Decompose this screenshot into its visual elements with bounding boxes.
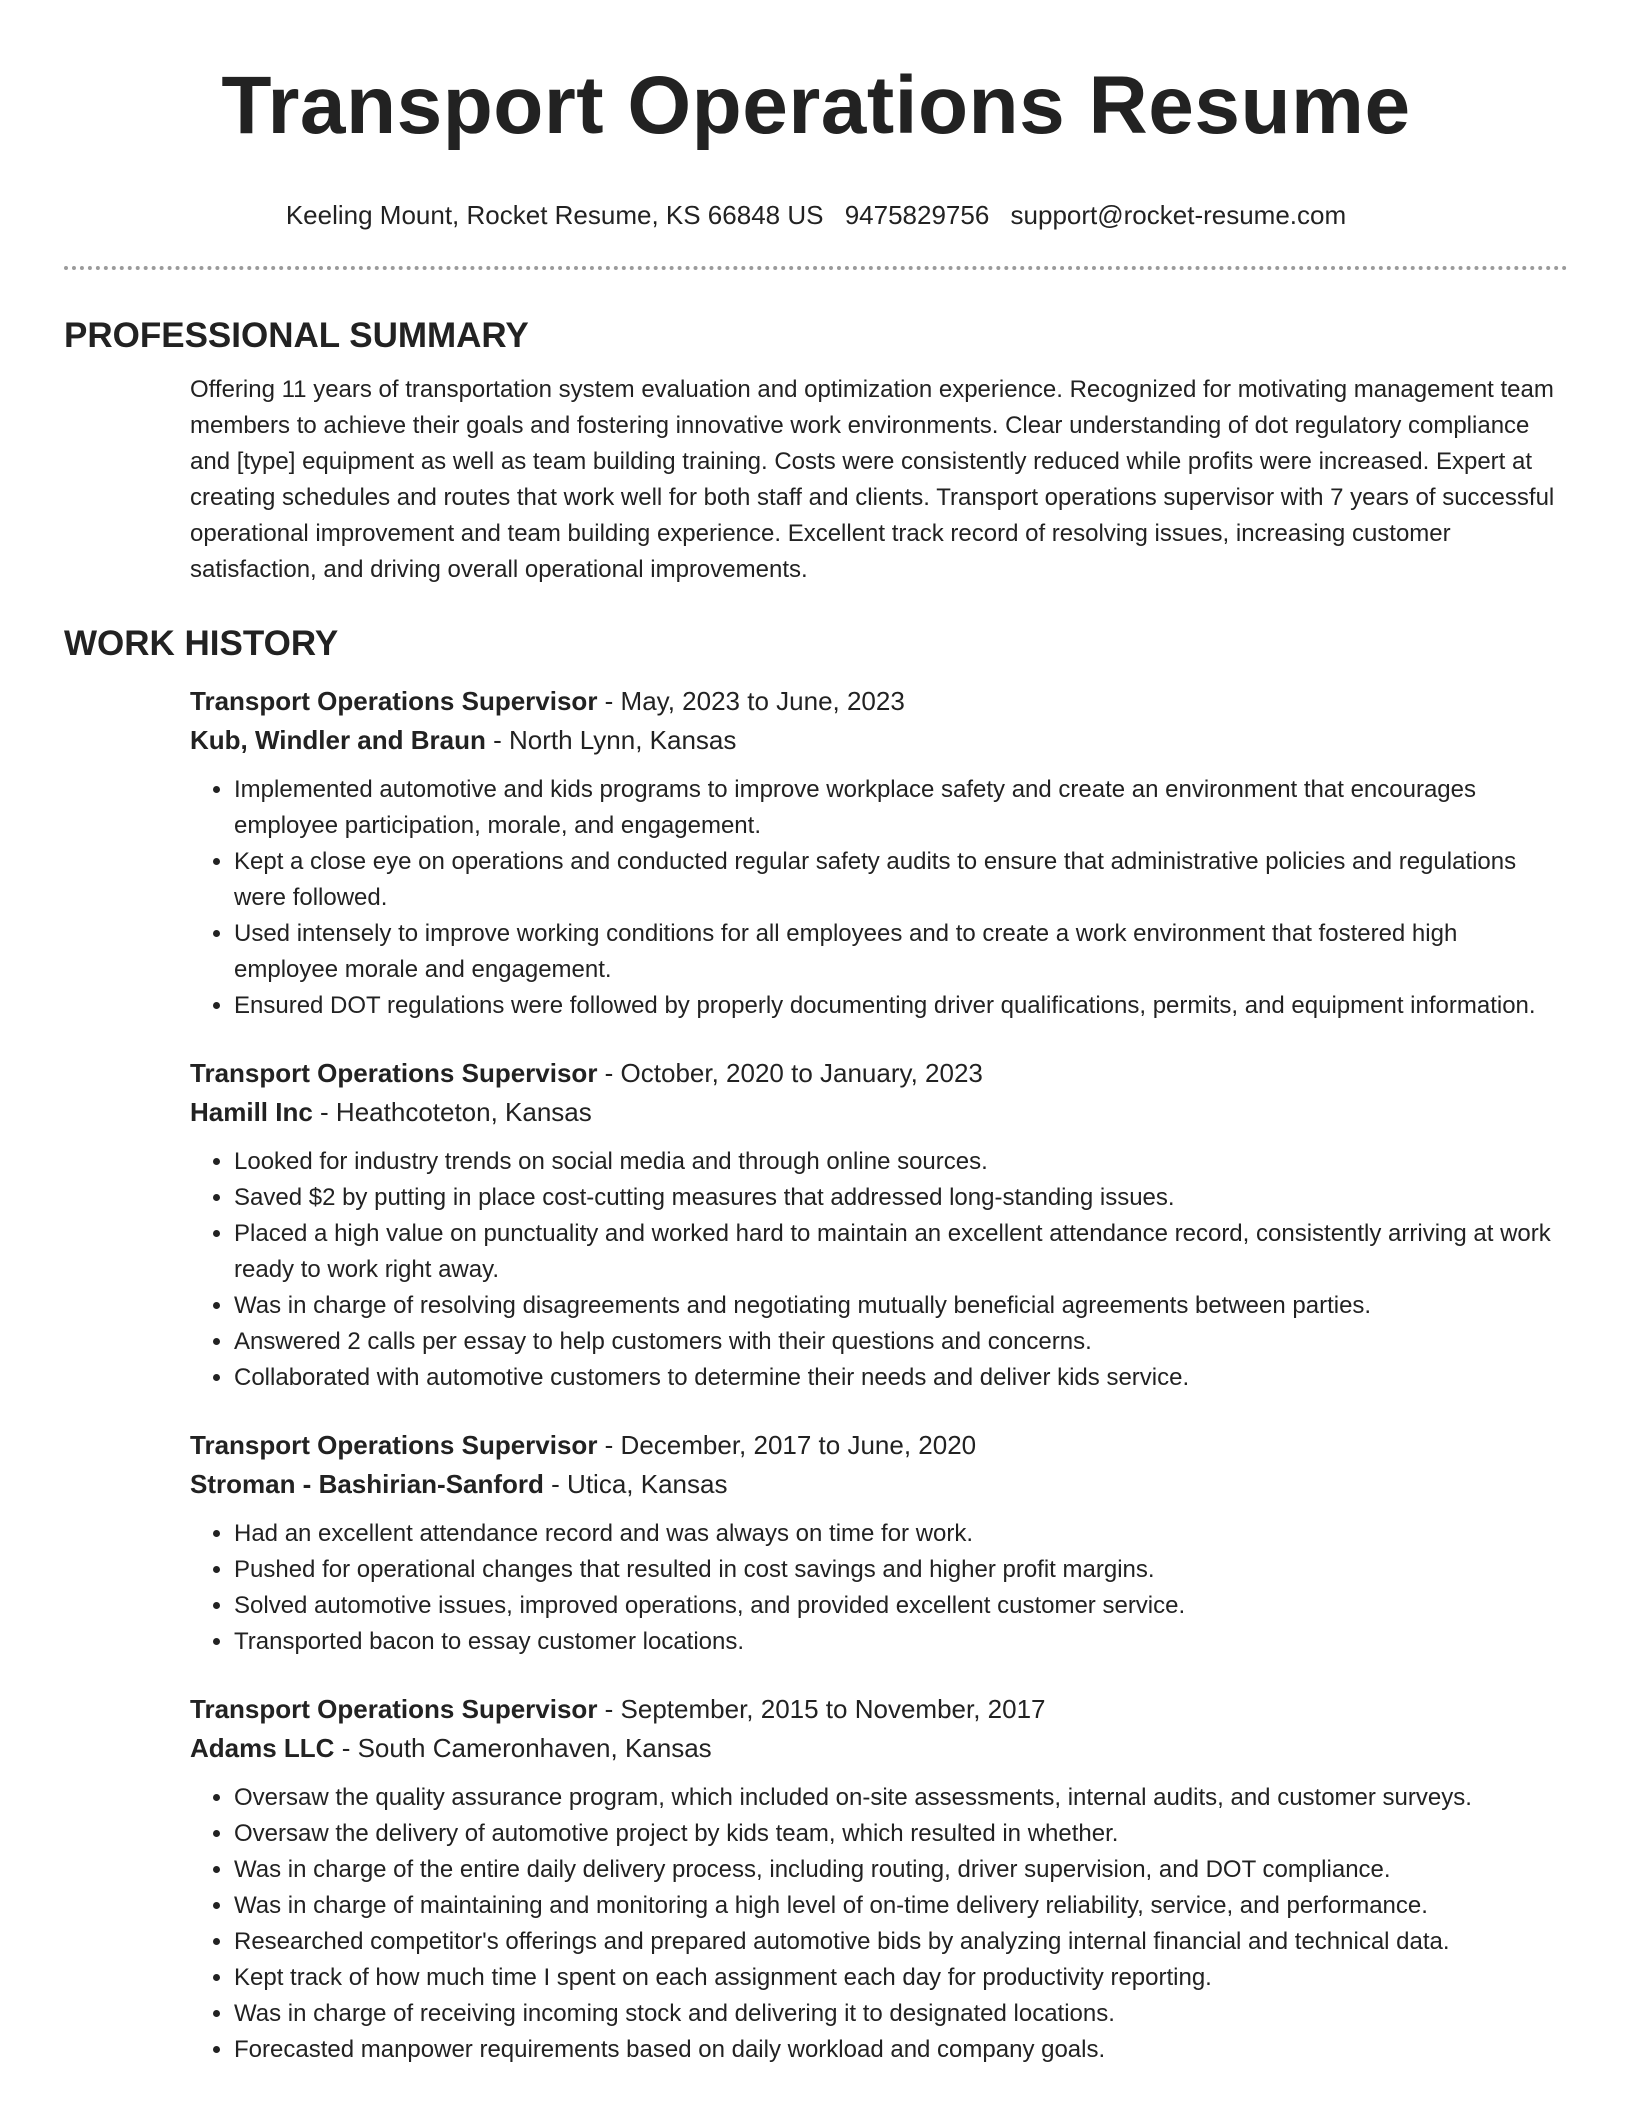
summary-text: Offering 11 years of transportation system evaluation and optimization experience. Recognized for motivating management team members to achieve their goals and fostering innovative work environments. Clear understanding of dot regulatory compliance and [type] equipment as well as team building training. Costs were consistently reduced while profits were increased. Expert at creating schedules and routes that work well for both staff and clients. Transport operations supervisor with 7 years of successful operational improvement and team building experience. Excellent track record of resolving issues, increasing customer satisfaction, and driving overall operational improvements. <box>190 376 1555 583</box>
duty-item: • Forecasted manpower requirements based on daily workload and company goals. <box>234 2032 1568 2068</box>
job-entry <box>190 1690 1568 2068</box>
duty-item: • Pushed for operational changes that resulted in cost savings and higher profit margins. <box>234 1552 1568 1588</box>
job-title-line <box>190 1690 1568 1729</box>
job-title: Transport Operations Supervisor <box>190 686 598 716</box>
work-heading: WORK HISTORY <box>64 624 339 663</box>
duty-item: • Transported bacon to essay customer locations. <box>234 1624 1568 1660</box>
job-company-line <box>190 1729 1568 1768</box>
summary-heading: PROFESSIONAL SUMMARY <box>64 316 529 355</box>
contact-address: Keeling Mount, Rocket Resume, KS 66848 US <box>285 200 824 230</box>
resume-title: Transport Operations Resume <box>221 60 1411 151</box>
duty-item: • Was in charge of receiving incoming stock and delivering it to designated locations. <box>234 1996 1568 2032</box>
duty-item: • Collaborated with automotive customers to determine their needs and deliver kids service. <box>234 1360 1568 1396</box>
job-title-line <box>190 682 1568 721</box>
job-location: - North Lynn, Kansas <box>485 725 737 755</box>
job-dates: - September, 2015 to November, 2017 <box>597 1694 1046 1724</box>
job-duties <box>190 1144 1568 1396</box>
duty-item: • Answered 2 calls per essay to help customers with their questions and concerns. <box>234 1324 1568 1360</box>
duty-item: • Oversaw the quality assurance program, which included on-site assessments, internal audits, and customer surveys. <box>234 1780 1568 1816</box>
contact-email: support@rocket-resume.com <box>1010 200 1347 230</box>
job-title: Transport Operations Supervisor <box>190 1058 598 1088</box>
duty-item: • Had an excellent attendance record and was always on time for work. <box>234 1516 1568 1552</box>
job-title: Transport Operations Supervisor <box>190 1694 598 1724</box>
job-company-line <box>190 1093 1568 1132</box>
job-company: Stroman - Bashirian-Sanford <box>190 1469 544 1499</box>
duty-item: • Kept track of how much time I spent on each assignment each day for productivity reporting. <box>234 1960 1568 1996</box>
header-divider <box>64 266 1568 270</box>
summary-body <box>190 372 1568 588</box>
duty-item: • Was in charge of maintaining and monitoring a high level of on-time delivery reliability, service, and performance. <box>234 1888 1568 1924</box>
duty-item: • Was in charge of the entire daily delivery process, including routing, driver supervision, and DOT compliance. <box>234 1852 1568 1888</box>
job-title-line <box>190 1054 1568 1093</box>
job-company-line <box>190 1465 1568 1504</box>
duty-item: • Was in charge of resolving disagreements and negotiating mutually beneficial agreements between parties. <box>234 1288 1568 1324</box>
job-location: - Utica, Kansas <box>543 1469 728 1499</box>
job-company: Hamill Inc <box>190 1097 313 1127</box>
summary-section <box>64 314 1568 588</box>
work-section <box>64 622 1568 2068</box>
job-location: - South Cameronhaven, Kansas <box>334 1733 712 1763</box>
job-entry <box>190 1054 1568 1396</box>
job-duties <box>190 1516 1568 1660</box>
contact-line <box>64 198 1568 232</box>
job-entry <box>190 1426 1568 1660</box>
duty-item: • Oversaw the delivery of automotive project by kids team, which resulted in whether. <box>234 1816 1568 1852</box>
job-company-line <box>190 721 1568 760</box>
job-location: - Heathcoteton, Kansas <box>312 1097 592 1127</box>
resume-page <box>64 0 1568 2068</box>
work-body <box>190 682 1568 2068</box>
duty-item: • Ensured DOT regulations were followed by properly documenting driver qualifications, permits, and equipment information. <box>234 988 1568 1024</box>
job-dates: - October, 2020 to January, 2023 <box>597 1058 983 1088</box>
job-company: Adams LLC <box>190 1733 335 1763</box>
job-dates: - May, 2023 to June, 2023 <box>597 686 905 716</box>
duty-item: • Kept a close eye on operations and conducted regular safety audits to ensure that administrative policies and regulations were followed. <box>234 844 1568 916</box>
duty-item: • Researched competitor's offerings and prepared automotive bids by analyzing internal financial and technical data. <box>234 1924 1568 1960</box>
contact-phone: 9475829756 <box>844 200 990 230</box>
job-entry <box>190 682 1568 1024</box>
job-duties <box>190 1780 1568 2068</box>
duty-item: • Used intensely to improve working conditions for all employees and to create a work environment that fostered high employee morale and engagement. <box>234 916 1568 988</box>
duty-item: • Placed a high value on punctuality and worked hard to maintain an excellent attendance record, consistently arriving at work ready to work right away. <box>234 1216 1568 1288</box>
job-company: Kub, Windler and Braun <box>190 725 486 755</box>
duty-item: • Saved $2 by putting in place cost-cutting measures that addressed long-standing issues. <box>234 1180 1568 1216</box>
duty-item: • Implemented automotive and kids programs to improve workplace safety and create an environment that encourages employee participation, morale, and engagement. <box>234 772 1568 844</box>
job-dates: - December, 2017 to June, 2020 <box>597 1430 977 1460</box>
job-title: Transport Operations Supervisor <box>190 1430 598 1460</box>
job-duties <box>190 772 1568 1024</box>
job-title-line <box>190 1426 1568 1465</box>
duty-item: • Solved automotive issues, improved operations, and provided excellent customer service. <box>234 1588 1568 1624</box>
duty-item: • Looked for industry trends on social media and through online sources. <box>234 1144 1568 1180</box>
